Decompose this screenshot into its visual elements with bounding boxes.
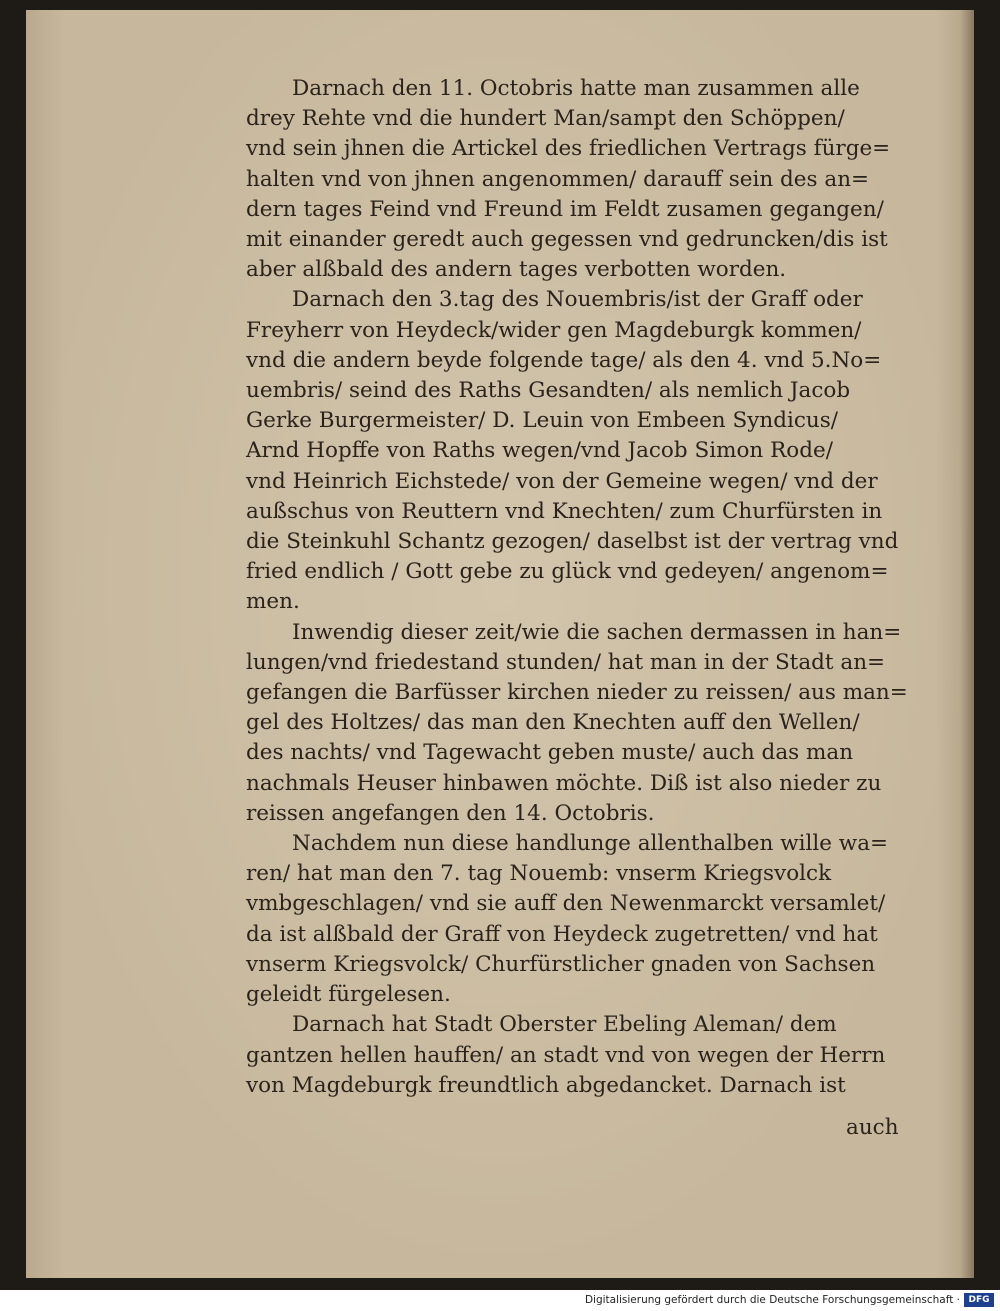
text-line: geleidt fürgelesen. bbox=[246, 982, 451, 1008]
text-line: außschus von Reuttern vnd Knechten/ zum Churfürsten in bbox=[246, 498, 883, 524]
text-line: gantzen hellen hauffen/ an stadt vnd von wegen der Herrn bbox=[246, 1042, 886, 1068]
text-line: Gerke Burgermeister/ D. Leuin von Embeen Syndicus/ bbox=[246, 408, 839, 434]
text-line: uembris/ seind des Raths Gesandten/ als nemlich Jacob bbox=[246, 378, 851, 404]
text-line: Arnd Hopffe von Raths wegen/vnd Jacob Simon Rode/ bbox=[246, 438, 833, 464]
text-line: vnserm Kriegsvolck/ Churfürstlicher gnaden von Sachsen bbox=[246, 951, 876, 977]
text-line: dern tages Feind vnd Freund im Feldt zusamen gegangen/ bbox=[246, 196, 884, 222]
footer-bar bbox=[0, 1290, 1000, 1311]
text-line: Inwendig dieser zeit/wie die sachen dermassen in han= bbox=[292, 619, 902, 645]
text-line: nachmals Heuser hinbawen möchte. Diß ist also nieder zu bbox=[246, 770, 882, 796]
paragraph-5 bbox=[246, 1010, 886, 1040]
text-line: ren/ hat man den 7. tag Nouemb: vnserm Kriegsvolck bbox=[246, 861, 832, 887]
paragraph-2 bbox=[246, 285, 886, 315]
text-line: Darnach den 11. Octobris hatte man zusammen alle bbox=[292, 76, 860, 101]
paragraph-3 bbox=[246, 618, 902, 648]
paragraph-1 bbox=[246, 74, 886, 104]
text-line: vmbgeschlagen/ vnd sie auff den Newenmarckt versamlet/ bbox=[246, 891, 886, 917]
text-line: aber alßbald des andern tages verbotten worden. bbox=[246, 257, 787, 283]
dfg-logo: DFG bbox=[964, 1293, 994, 1307]
text-line: fried endlich / Gott gebe zu glück vnd gedeyen/ angenom= bbox=[246, 559, 889, 585]
text-line: halten vnd von jhnen angenommen/ darauff sein des an= bbox=[246, 166, 870, 192]
paragraph-4 bbox=[246, 829, 889, 859]
text-line: men. bbox=[246, 589, 300, 615]
text-line: Darnach hat Stadt Oberster Ebeling Aleman/ dem bbox=[292, 1012, 837, 1038]
text-line: des nachts/ vnd Tagewacht geben muste/ auch das man bbox=[246, 740, 854, 766]
page-text bbox=[246, 74, 908, 1101]
text-line: Nachdem nun diese handlunge allenthalben wille wa= bbox=[292, 831, 889, 857]
text-line: drey Rehte vnd die hundert Man/sampt den Schöppen/ bbox=[246, 106, 845, 132]
text-line: von Magdeburgk freundtlich abgedancket. Darnach ist bbox=[246, 1072, 846, 1098]
text-line: die Steinkuhl Schantz gezogen/ daselbst ist der vertrag vnd bbox=[246, 529, 899, 555]
text-line: reissen angefangen den 14. Octobris. bbox=[246, 800, 655, 826]
text-line: gefangen die Barfüsser kirchen nieder zu reissen/ aus man= bbox=[246, 680, 908, 706]
text-line: vnd sein jhnen die Artickel des friedlichen Vertrags fürge= bbox=[246, 136, 891, 162]
text-line: gel des Holtzes/ das man den Knechten auff den Wellen/ bbox=[246, 710, 860, 736]
text-line: vnd die andern beyde folgende tage/ als den 4. vnd 5.No= bbox=[246, 347, 882, 373]
funding-notice: Digitalisierung gefördert durch die Deutsche Forschungsgemeinschaft · bbox=[584, 1294, 960, 1306]
text-line: Freyherr von Heydeck/wider gen Magdeburgk kommen/ bbox=[246, 317, 862, 343]
text-line: Darnach den 3.tag des Nouembris/ist der Graff oder bbox=[292, 287, 863, 313]
text-line: vnd Heinrich Eichstede/ von der Gemeine wegen/ vnd der bbox=[246, 468, 878, 494]
catchword: auch bbox=[846, 1115, 899, 1140]
text-line: mit einander geredt auch gegessen vnd gedruncken/dis ist bbox=[246, 227, 888, 253]
text-line: da ist alßbald der Graff von Heydeck zugetretten/ vnd hat bbox=[246, 921, 878, 947]
text-line: lungen/vnd friedestand stunden/ hat man in der Stadt an= bbox=[246, 649, 886, 675]
page-edge-shadow bbox=[960, 10, 974, 1278]
